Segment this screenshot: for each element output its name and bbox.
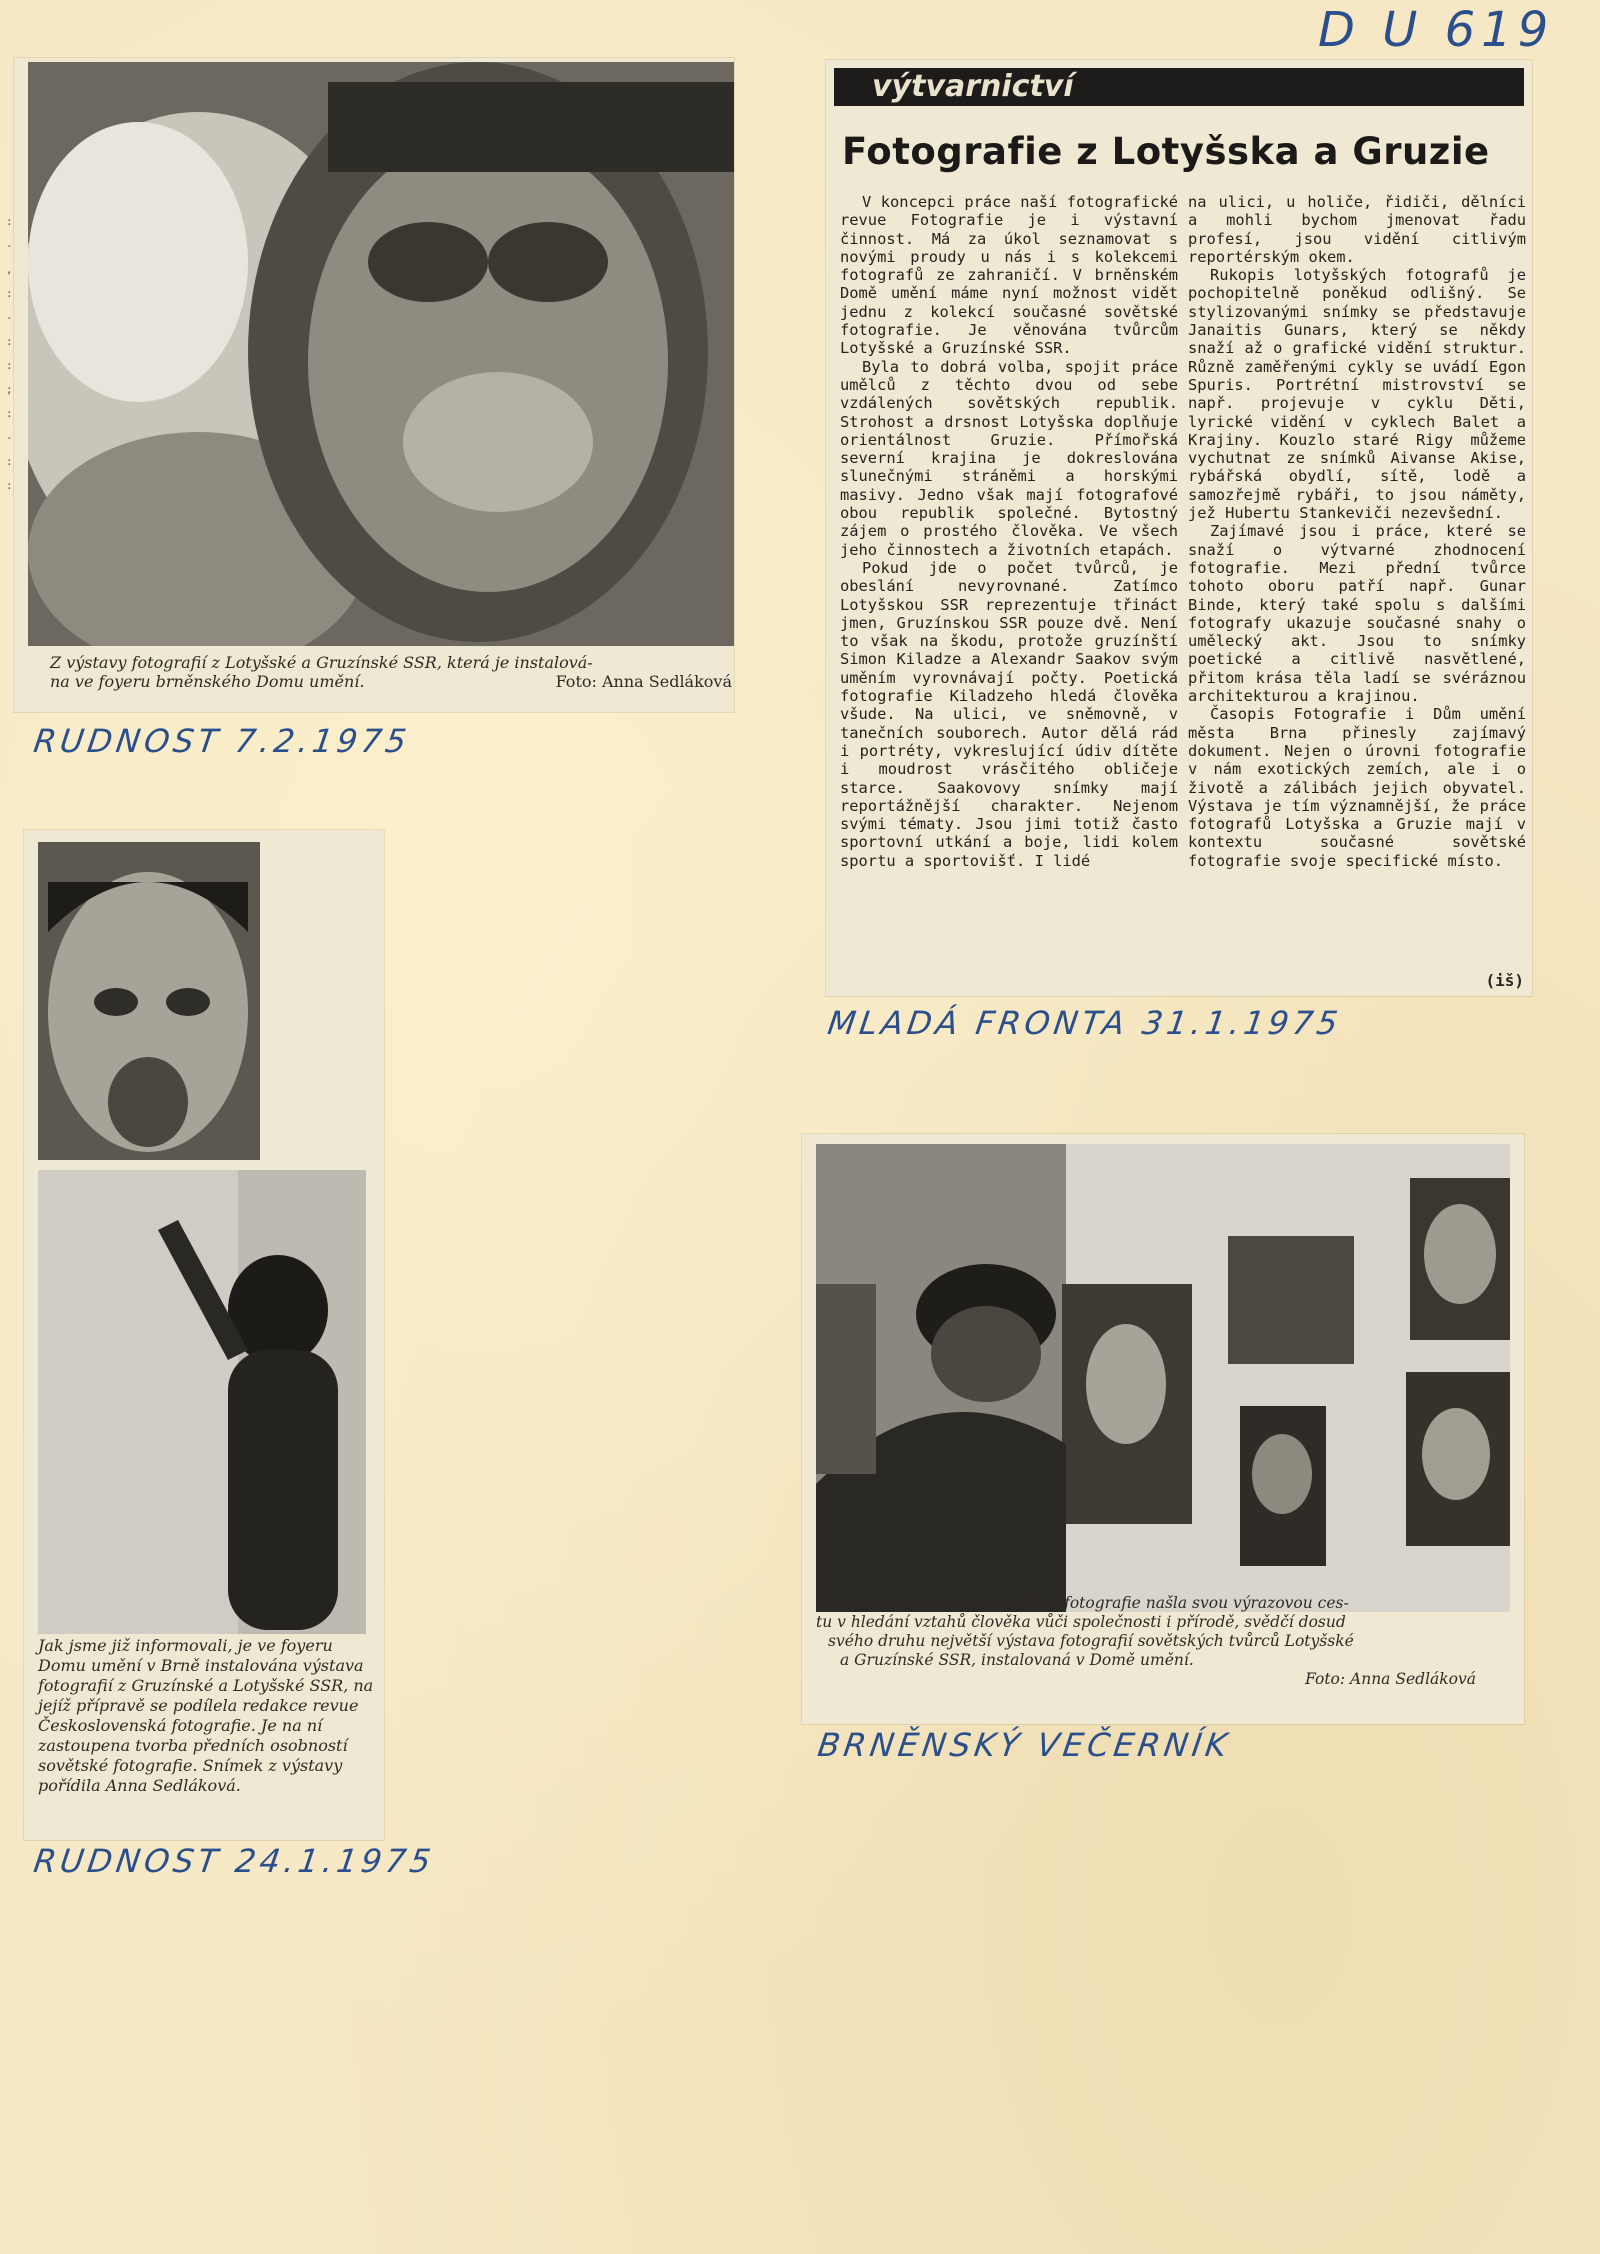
clipping-brnensky-vecernik: [802, 1134, 1524, 1724]
margin-marks: : - , : - : : ; : - : :: [6, 215, 13, 492]
col2-paragraph-3: Zajímavé jsou i práce, které se snaží o výtvarné zhodnocení fotografie. Mezi přední tvůrce tohoto oboru patří např. Gunar Binde, který také spolu s dalšími fotografy ukazuje současné snahy o umělecký akt. Jsou to snímky poetické a citlivě nasvětlené, přitom krása těla ladí se svéráznou architekturou a krajinou.: [1188, 522, 1526, 706]
handwritten-source-1: RUDNOST 7.2.1975: [31, 722, 413, 760]
clip3-caption-line2: tu v hledání vztahů člověka vůči společnosti i přírodě, svědčí dosud: [816, 1613, 1346, 1631]
rubric-bar: výtvarnictví: [834, 68, 1524, 106]
article-column-1: [840, 193, 1178, 870]
clip2-caption: Jak jsme již informovali, je ve foyeru Domu umění v Brně instalována výstava fotografií z Gruzínské a Lotyšské SSR, na jejíž přípravě se podílela redakce revue Československá fotografie. Je na ní zastoupena tvorba předních osobností sovětské fotografie. Snímek z výstavy pořídila Anna Sedláková.: [38, 1636, 374, 1795]
handwritten-source-3: RUDNOST 24.1.1975: [31, 1842, 437, 1880]
clip3-caption-line3: svého druhu největší výstava fotografií sovětských tvůrců Lotyšské: [828, 1632, 1354, 1650]
col2-paragraph-2: Rukopis lotyšských fotografů je pochopitelně poněkud odlišný. Se stylizovanými snímky se představuje Janaitis Gunars, který se někdy snaží až o grafické vidění struktur. Různě zaměřenými cykly se uvádí Egon Spuris. Portrétní mistrovství se např. projevuje v cyklu Děti, lyrické vidění v cyklech Balet a Krajiny. Kouzlo staré Rigy můžeme vychutnat ze snímků Aivanse Akise, rybářská obydlí, sítě, lodě a samozřejmě rybáři, to jsou náměty, jež Hubertu Stankeviči nezevšední.: [1188, 266, 1526, 523]
col1-paragraph-1: V koncepci práce naší fotografické revue Fotografie je i výstavní činnost. Má za úkol seznamovat s novými proudy u nás i s kolekcemi fotografů ze zahraničí. V brněnském Domě umění máme nyní možnost vidět jednu z kolekcí současné sovětské fotografie. Je věnována tvůrcům Lotyšské a Gruzínské SSR.: [840, 193, 1178, 358]
clip3-caption-line4: a Gruzínské SSR, instalovaná v Domě umění.: [840, 1651, 1194, 1669]
photo-child-portrait: [38, 842, 260, 1160]
photo-exhibition-visitors: [816, 1144, 1510, 1612]
clip1-caption: [50, 653, 740, 691]
photo-old-man-with-child: [28, 62, 734, 646]
handwritten-source-2: MLADÁ FRONTA 31.1.1975: [825, 1004, 1344, 1042]
photo-child-viewing-exhibition: [38, 1170, 366, 1634]
archive-number: D U 619: [1318, 2, 1555, 58]
clip3-credit: Foto: Anna Sedláková: [1305, 1670, 1476, 1688]
handwritten-source-4: BRNĚNSKÝ VEČERNÍK: [815, 1726, 1234, 1764]
col2-paragraph-1: na ulici, u holiče, řidiči, dělníci a mohli bychom jmenovat řadu profesí, jsou vidění citlivým reportérským okem.: [1188, 193, 1526, 266]
article-headline: Fotografie z Lotyšska a Gruzie: [842, 130, 1490, 173]
col1-paragraph-3: Pokud jde o počet tvůrců, je obeslání nevyrovnané. Zatímco Lotyšskou SSR reprezentuje třináct jmen, Gruzínskou SSR pouze dvě. Není to však na škodu, protože gruzínští Simon Kiladze a Alexandr Saakov svým uměním vyrovnávají počty. Poetická fotografie Kiladzeho hledá člověka všude. Na ulici, ve sněmovně, v tanečních souborech. Autor dělá rád i portréty, vykreslující údiv dítěte i moudrost vrásčitého obličeje starce. Saakovovy snímky mají reportážnější charakter. Nejenom svými tématy. Jsou jimi totiž často sportovní utkání a boje, lidi kolem sportu a sportovišť. I lidé: [840, 558, 1178, 870]
clip1-credit: Foto: Anna Sedláková: [555, 672, 732, 691]
clipping-rudnost-2: [24, 830, 384, 1840]
clip3-caption-line1: O tom, že si současná sovětská fotografie našla svou výrazovou ces-: [816, 1594, 1349, 1612]
col2-paragraph-4: Časopis Fotografie i Dům umění města Brna přinesly zajímavý dokument. Nejen o úrovni fotografie v nám exotických zemích, ale i o životě a zálibách jejich obyvatel. Výstava je tím významnější, že práce fotografů Lotyšska a Gruzie mají v kontextu současné sovětské fotografie svoje specifické místo.: [1188, 705, 1526, 870]
article-signature: (iš): [1485, 971, 1524, 990]
clip1-caption-line1: Z výstavy fotografií z Lotyšské a Gruzínské SSR, která je instalová-: [50, 653, 593, 672]
clip1-caption-line2: na ve foyeru brněnského Domu umění.: [50, 672, 365, 691]
col1-paragraph-2: Byla to dobrá volba, spojit práce umělců z těchto dvou od sebe vzdálených sovětských republik. Strohost a drsnost Lotyšska doplňuje orientálnost Gruzie. Přímořská severní krajina je dokreslována slunečnými stráněmi a horskými masivy. Jedno však mají fotografové obou republik společné. Bytostný zájem o prostého člověka. Ve všech jeho činnostech a životních etapách.: [840, 357, 1178, 559]
article-column-2: [1188, 193, 1526, 870]
article-clipping: [826, 60, 1532, 996]
clipping-rudnost-1: [14, 58, 734, 712]
clip3-caption: [816, 1594, 1516, 1689]
